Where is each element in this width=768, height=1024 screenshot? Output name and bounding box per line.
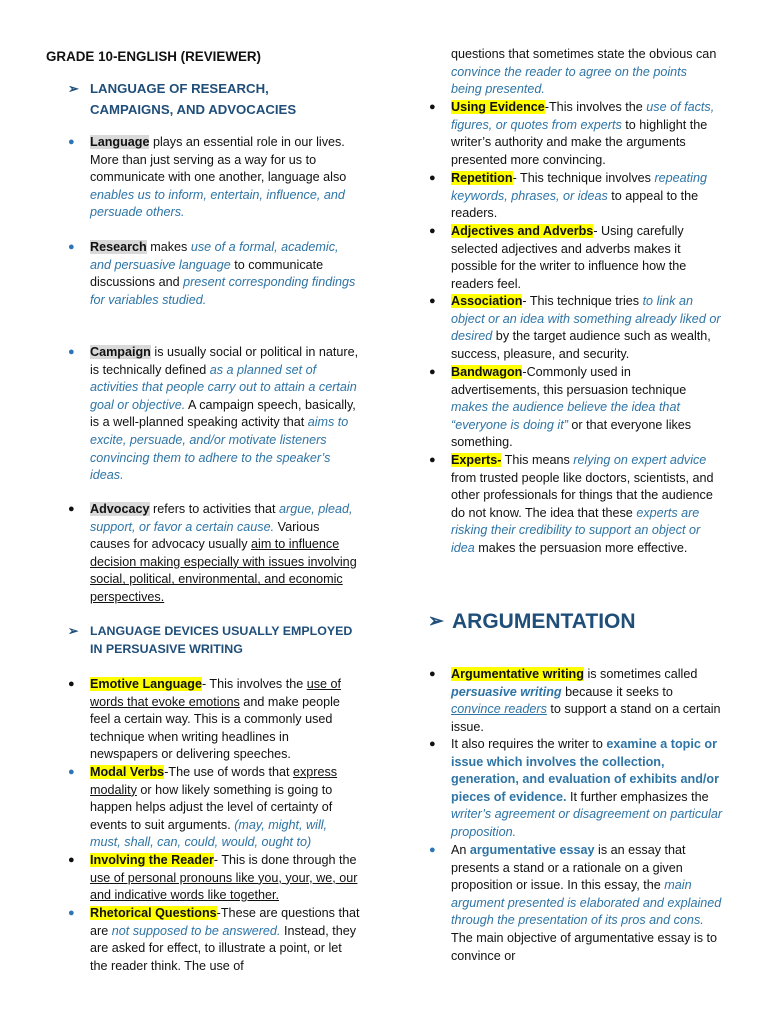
- arrow-bullet-icon: ➢: [68, 624, 79, 638]
- rhetorical-cont-text: [451, 47, 716, 96]
- list-item-research: ● Research makes use of a formal, academic, and persuasive language to communicate discussions and present corresponding findings for variables studied.: [68, 240, 356, 307]
- bullet-icon: ●: [429, 668, 436, 680]
- bullet-icon: ●: [68, 854, 75, 866]
- list-item-advocacy: ● Advocacy refers to activities that argue, plead, support, or favor a certain cause. Various causes for advocacy usually aim to influence decision making especially with issues involving social, political, environmental, and economic perspectives.: [68, 502, 357, 604]
- bullet-icon: ●: [429, 844, 436, 856]
- list-item-experts: ● Experts- This means relying on expert advice from trusted people like doctors, scientists, and other professionals for things that the audience do not know. The idea that these experts are risking their credibility to support an object or idea makes the persuasion more effective.: [429, 453, 714, 555]
- list-item-language: ● Language plays an essential role in our lives. More than just serving as a way for us to communicate with one another, language also enables us to inform, entertain, influence, and persuade others.: [68, 135, 347, 220]
- bullet-icon: ●: [68, 241, 75, 253]
- bullet-icon: ●: [429, 454, 436, 466]
- bullet-icon: ●: [68, 136, 75, 148]
- list-item-repetition: ● Repetition- This technique involves repeating keywords, phrases, or ideas to appeal to the readers.: [429, 171, 707, 221]
- list-item-association: ● Association- This technique tries to link an object or an idea with something already liked or desired by the target audience such as wealth, success, pleasure, and security.: [429, 294, 721, 361]
- bullet-icon: ●: [68, 907, 75, 919]
- list-item-emotive-language: ● Emotive Language- This involves the use of words that evoke emotions and make people feel a certain way. This is a commonly used technique when writing headlines in newspapers or delivering speeches.: [68, 677, 342, 762]
- bullet-icon: ●: [68, 766, 75, 778]
- bullet-icon: ●: [429, 101, 436, 113]
- page-title: GRADE 10-ENGLISH (REVIEWER): [46, 49, 262, 64]
- list-item-campaign: ● Campaign is usually social or political in nature, is technically defined as a planned set of activities that people carry out to attain a certain goal or objective. A campaign speech, basically, is a well-planned speaking activity that aims to excite, persuade, and/or motivate listeners convincing them to adhere to the speaker’s ideas.: [68, 345, 359, 483]
- list-item-bandwagon: ● Bandwagon-Commonly used in advertisements, this persuasion technique makes the audience believe the idea that “everyone is doing it” or that everyone likes something.: [429, 365, 692, 450]
- bullet-icon: ●: [68, 678, 75, 690]
- bullet-icon: ●: [68, 503, 75, 515]
- bullet-icon: ●: [429, 738, 436, 750]
- section-heading-argumentation: ➢ ARGUMENTATION: [428, 610, 636, 633]
- bullet-icon: ●: [429, 225, 436, 237]
- section-heading-devices: ➢ LANGUAGE DEVICES USUALLY EMPLOYED IN PERSUASIVE WRITING: [68, 624, 353, 656]
- arrow-bullet-icon: ➢: [68, 81, 80, 96]
- list-item-using-evidence: ● Using Evidence-This involves the use of facts, figures, or quotes from experts to highlight the writer’s authority and make the arguments presented more convincing.: [429, 100, 715, 167]
- bullet-icon: ●: [429, 295, 436, 307]
- bullet-icon: ●: [429, 366, 436, 378]
- bullet-icon: ●: [429, 172, 436, 184]
- list-item-argumentative-writing: ● Argumentative writing is sometimes called persuasive writing because it seeks to convince readers to support a stand on a certain issue.: [429, 667, 721, 734]
- list-item-involving-reader: ● Involving the Reader- This is done through the use of personal pronouns like you, your, we, our and indicative words like together.: [68, 853, 358, 903]
- rhetorical-text-part1: Instead, they are asked for effect, to illustrate a point, or let the reader think. The use of: [90, 923, 357, 973]
- rhetorical-questions-continued: [451, 46, 721, 99]
- rhetorical-text-part2: questions that sometimes state the obvious can: [451, 47, 717, 61]
- list-item-examine-topic: ● It also requires the writer to examine a topic or issue which involves the collection, generation, and evaluation of exhibits and/or pieces of evidence. It further emphasizes the writer’s agreement or disagreement on particular proposition.: [429, 737, 723, 839]
- arrow-bullet-icon: ➢: [428, 611, 444, 632]
- rhetorical-italic-part2: convince the reader to agree on the points being presented.: [451, 64, 687, 97]
- list-item-modal-verbs: ● Modal Verbs-The use of words that express modality or how likely something is going to happen helps adjust the level of certainty of events to suit arguments. (may, might, will, must, shall, can, could, would, ought to): [68, 765, 338, 850]
- section-heading-research: ➢ LANGUAGE OF RESEARCH, CAMPAIGNS, AND ADVOCACIES: [90, 78, 330, 120]
- list-item-rhetorical-questions: ● Rhetorical Questions-These are questions that are not supposed to be answered. Instead, they are asked for effect, to illustrate a point, or let the reader think. The use of: [68, 906, 360, 973]
- bullet-icon: ●: [68, 346, 75, 358]
- list-item-argumentative-essay: ● An argumentative essay is an essay that presents a stand or a rationale on a given proposition or issue. In this essay, the main argument presented is elaborated and explained through the presentation of its pros and cons. The main objective of argumentative essay is to convince or: [429, 843, 722, 963]
- list-item-adjectives-adverbs: ● Adjectives and Adverbs- Using carefully selected adjectives and adverbs makes it possible for the writer to influence how the readers feel.: [429, 224, 687, 291]
